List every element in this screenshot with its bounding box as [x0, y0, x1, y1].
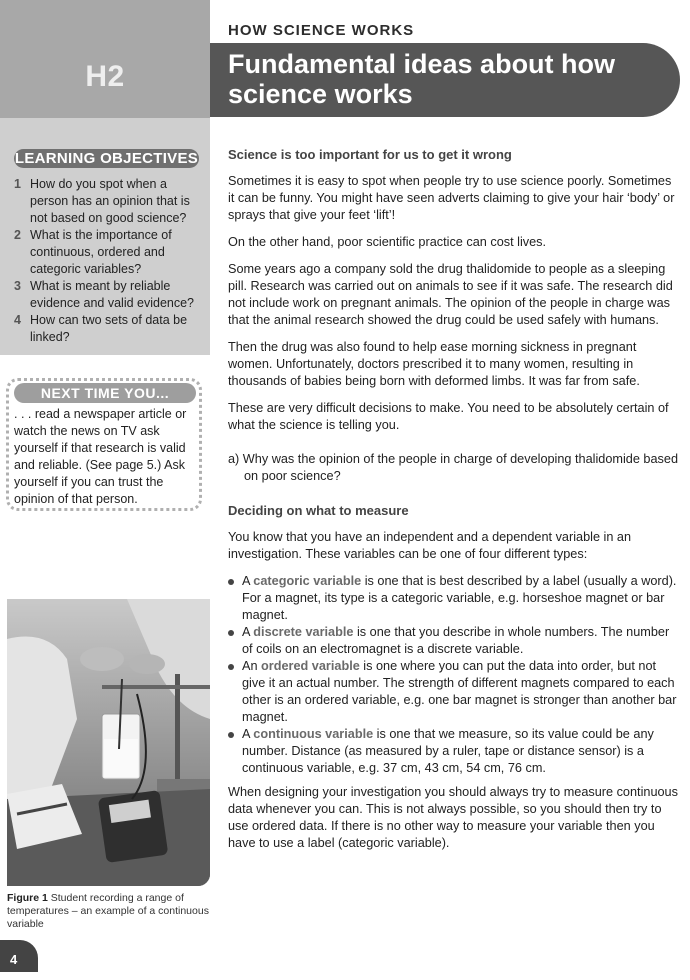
section-heading: Science is too important for us to get it wrong [228, 147, 512, 162]
learning-objectives-list [14, 176, 200, 346]
next-time-text: . . . read a newspaper article or watch the news on TV ask yourself if that research is valid and reliable. (See page 5.) Ask yourself if you can trust the opinion of that person. [14, 407, 187, 506]
lab-photo-illustration [7, 599, 210, 886]
objective-number: 3 [14, 279, 21, 293]
paragraph: On the other hand, poor scientific practice can cost lives. [228, 235, 547, 249]
objective-item [14, 312, 200, 346]
key-term: continuous variable [253, 727, 374, 741]
section-kicker: HOW SCIENCE WORKS [228, 22, 415, 39]
objective-number: 2 [14, 228, 21, 242]
objective-number: 1 [14, 177, 21, 191]
section-code-box [0, 0, 210, 118]
learning-objectives-heading: LEARNING OBJECTIVES [14, 150, 199, 167]
paragraph: Sometimes it is easy to spot when people try to use science poorly. Sometimes it can be funny. You might have seen adverts claiming to give your hair ‘body’ or sprays that give your feet ‘lift’! [228, 174, 675, 222]
key-term: discrete variable [253, 625, 354, 639]
objective-item [14, 278, 200, 312]
page-title: Fundamental ideas about how science works [228, 49, 616, 109]
key-term: categoric variable [253, 574, 362, 588]
paragraph: These are very difficult decisions to make. You need to be absolutely certain of what the science is telling you. [228, 401, 669, 432]
objective-text: How do you spot when a person has an opinion that is not based on good science? [30, 177, 190, 225]
figure-photo [7, 599, 210, 886]
objective-text: How can two sets of data be linked? [30, 313, 188, 344]
paragraph: You know that you have an independent and a dependent variable in an investigation. These variables can be one of four different types: [228, 530, 632, 561]
list-item: A discrete variable is one that you describe in whole numbers. The number of coils on an electromagnet is a discrete variable. [228, 624, 678, 658]
key-term: ordered variable [261, 659, 360, 673]
question: a) Why was the opinion of the people in charge of developing thalidomide based on poor science? [228, 452, 678, 483]
list-item: A continuous variable is one that we measure, so its value could be any number. Distance (as measured by a ruler, tape or distance sensor) is a continuous variable, e.g. 37 cm, 43 cm, 54 cm, 76 cm. [228, 726, 678, 777]
objective-item [14, 227, 200, 278]
section-heading: Deciding on what to measure [228, 503, 409, 518]
main-content [228, 146, 678, 862]
figure-caption-text: Student recording a range of temperatures – an example of a continuous variable [7, 892, 209, 930]
paragraph: Some years ago a company sold the drug thalidomide to people as a sleeping pill. Research was carried out on animals to see if it was safe. The research did not include work on pregnant animals. The opinion of the people in charge was that the animal research showed the drug could be used safely with humans. [228, 262, 673, 327]
paragraph: Then the drug was also found to help ease morning sickness in pregnant women. Unfortunately, doctors prescribed it to many women, resulting in thousands of babies being born with deformed limbs. It was far from safe. [228, 340, 640, 388]
figure-label: Figure 1 [7, 892, 48, 904]
next-time-heading: NEXT TIME YOU... [14, 383, 196, 403]
objective-item [14, 176, 200, 227]
page-number: 4 [0, 940, 38, 972]
paragraph: When designing your investigation you should always try to measure continuous data whenever you can. This is not always possible, so you should then try to use ordered data. If there is no other way to measure your variable then you have to use a label (categoric variable). [228, 785, 678, 850]
figure-caption [7, 892, 212, 931]
objective-text: What is meant by reliable evidence and valid evidence? [30, 279, 195, 310]
objective-number: 4 [14, 313, 21, 327]
list-item: An ordered variable is one where you can put the data into order, but not give it an actual number. The strength of different magnets compared to each other is an ordered variable, e.g. one bar magnet is stronger than another bar magnet. [228, 658, 678, 726]
variable-types-list [228, 573, 678, 777]
list-item: A categoric variable is one that is best described by a label (usually a word). For a magnet, its type is a categoric variable, e.g. horseshoe magnet or bar magnet. [228, 573, 678, 624]
objective-text: What is the importance of continuous, ordered and categoric variables? [30, 228, 172, 276]
section-code: H2 [85, 60, 125, 93]
